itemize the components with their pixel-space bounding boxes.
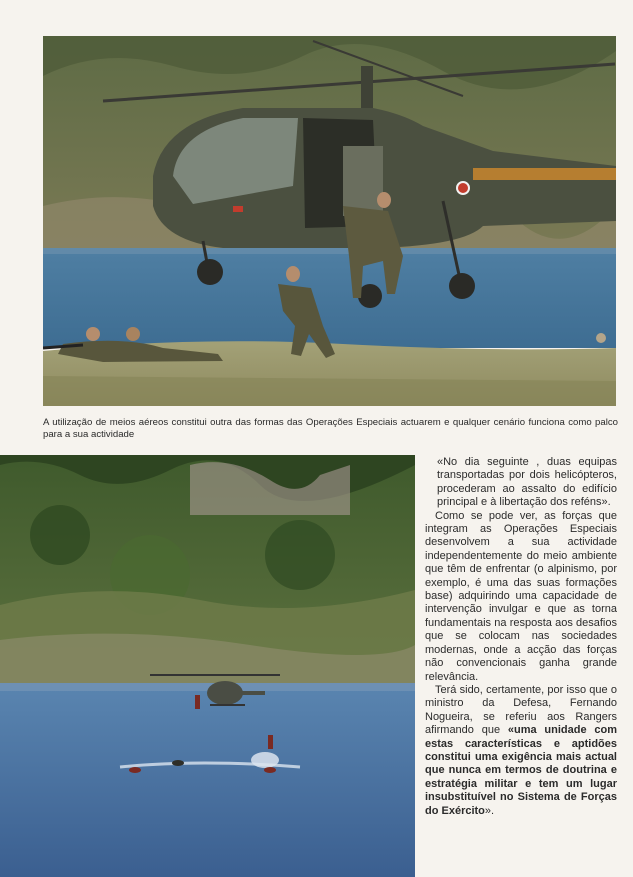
helicopter-landing-photo <box>43 36 616 406</box>
article-paragraph-3-intro: Terá sido, certamente, por isso que o ministro da Defesa, Fernando Nogueira, se referiu aos Rangers afirmando que <box>425 683 617 737</box>
article-column <box>425 456 617 818</box>
lake-helicopter-illustration <box>0 455 415 877</box>
lake-helicopter-photo <box>0 455 415 877</box>
minister-quote: «uma unidade com estas características e aptidões constitui uma exigência mais actual que nunca em termos de doutrina e estratégia militar e tem um lugar insubstituível no Sistema de Forças do Exército <box>425 724 617 817</box>
article-paragraph-1: «No dia seguinte , duas equipas transportadas por dois helicópteros, procederam ao assalto do edifício principal e à libertação dos reféns». <box>437 456 617 509</box>
article-paragraph-3-end: ». <box>484 804 495 817</box>
helicopter-landing-illustration <box>43 36 616 406</box>
article-paragraph-2: Como se pode ver, as forças que integram as Operações Especiais desenvolvem a sua actividade independentemente do meio ambiente que têm de enfrentar (o alpinismo, por exemplo, é uma das suas formações base) adquirindo uma capacidade de intervenção invulgar e que as torna fundamentais na resposta aos desafios que se colocam nas sociedades modernas, onde a acção das forças não convencionais ganha grande relevância. <box>425 509 617 683</box>
photo-caption: A utilização de meios aéreos constitui outra das formas das Operações Especiais actuarem e qualquer cenário funciona como palco para a sua actividade <box>43 417 618 440</box>
article-paragraph-3 <box>425 684 617 818</box>
